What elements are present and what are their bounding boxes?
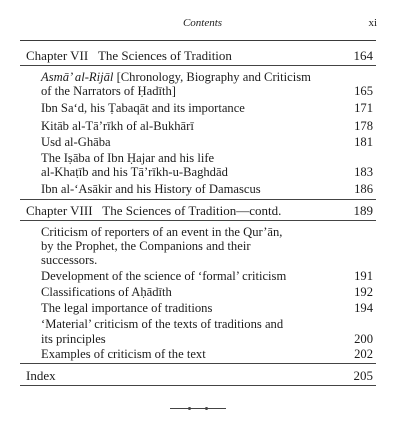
toc-entry-title: The legal importance of traditions	[41, 301, 213, 315]
toc-page-number: 189	[353, 203, 373, 218]
toc-page-number: 192	[354, 285, 373, 299]
chapter-label: Chapter VII	[26, 48, 89, 63]
toc-entry-title: ‘Material’ criticism of the texts of traditions and	[41, 317, 284, 331]
toc-page-number: 200	[354, 332, 373, 346]
folio-page-number: xi	[368, 17, 377, 29]
toc-page-number: 194	[354, 301, 373, 315]
toc-entry-title: Ibn al-‘Asākir and his History of Damascus	[41, 182, 261, 196]
toc-page-number: 202	[354, 347, 373, 361]
chapter-rule	[20, 65, 376, 66]
toc-entry-title: by the Prophet, the Companions and their	[41, 239, 251, 253]
toc-entry-italic-title: Asmā’ al-Rijāl	[41, 70, 114, 84]
header-rule	[20, 40, 376, 41]
chapter-label: Chapter VIII	[26, 203, 93, 218]
toc-entry-title: successors.	[41, 253, 98, 267]
toc-page-number: 164	[353, 48, 373, 63]
chapter-title: The Sciences of Tradition—contd.	[102, 203, 282, 218]
end-ornament	[170, 407, 226, 410]
toc-entry-title: Development of the science of ‘formal’ criticism	[41, 269, 287, 283]
toc-entry-title: Classifications of Aḥādīth	[41, 285, 172, 299]
toc-entry-title: [Chronology, Biography and Criticism	[113, 70, 311, 84]
toc-page-number: 183	[354, 165, 373, 179]
toc-entry-title: Examples of criticism of the text	[41, 347, 206, 361]
toc-page-number: 205	[353, 368, 373, 383]
toc-entry-title: its principles	[41, 332, 106, 346]
chapter-rule	[20, 199, 376, 200]
toc-page-number: 181	[354, 135, 373, 149]
toc-entry-title: Kitāb al-Tā’rīkh of al-Bukhārī	[41, 119, 194, 133]
toc-page-number: 191	[354, 269, 373, 283]
chapter-rule	[20, 363, 376, 364]
toc-page-number: 186	[354, 182, 373, 196]
toc-entry-title: The Iṣāba of Ibn Ḥajar and his life	[41, 151, 215, 165]
toc-page-number: 178	[354, 119, 373, 133]
chapter-rule	[20, 220, 376, 221]
toc-page-number: 165	[354, 84, 373, 98]
toc-page-number: 171	[354, 101, 373, 115]
chapter-label: Index	[26, 368, 56, 383]
running-head	[0, 17, 405, 31]
toc-entry-title: Usd al-Ghāba	[41, 135, 111, 149]
toc-entry-title: Criticism of reporters of an event in the Qur’ān,	[41, 225, 283, 239]
chapter-title: The Sciences of Tradition	[97, 48, 232, 63]
running-title: Contents	[182, 17, 223, 29]
toc-entry-title: Ibn Sa‘d, his Ṭabaqāt and its importance	[41, 101, 245, 115]
toc-entry-title: of the Narrators of Ḥadīth]	[41, 84, 176, 98]
toc-entry-title: al-Khaṭīb and his Tā’rīkh-u-Baghdād	[41, 165, 228, 179]
index-rule	[20, 385, 376, 386]
